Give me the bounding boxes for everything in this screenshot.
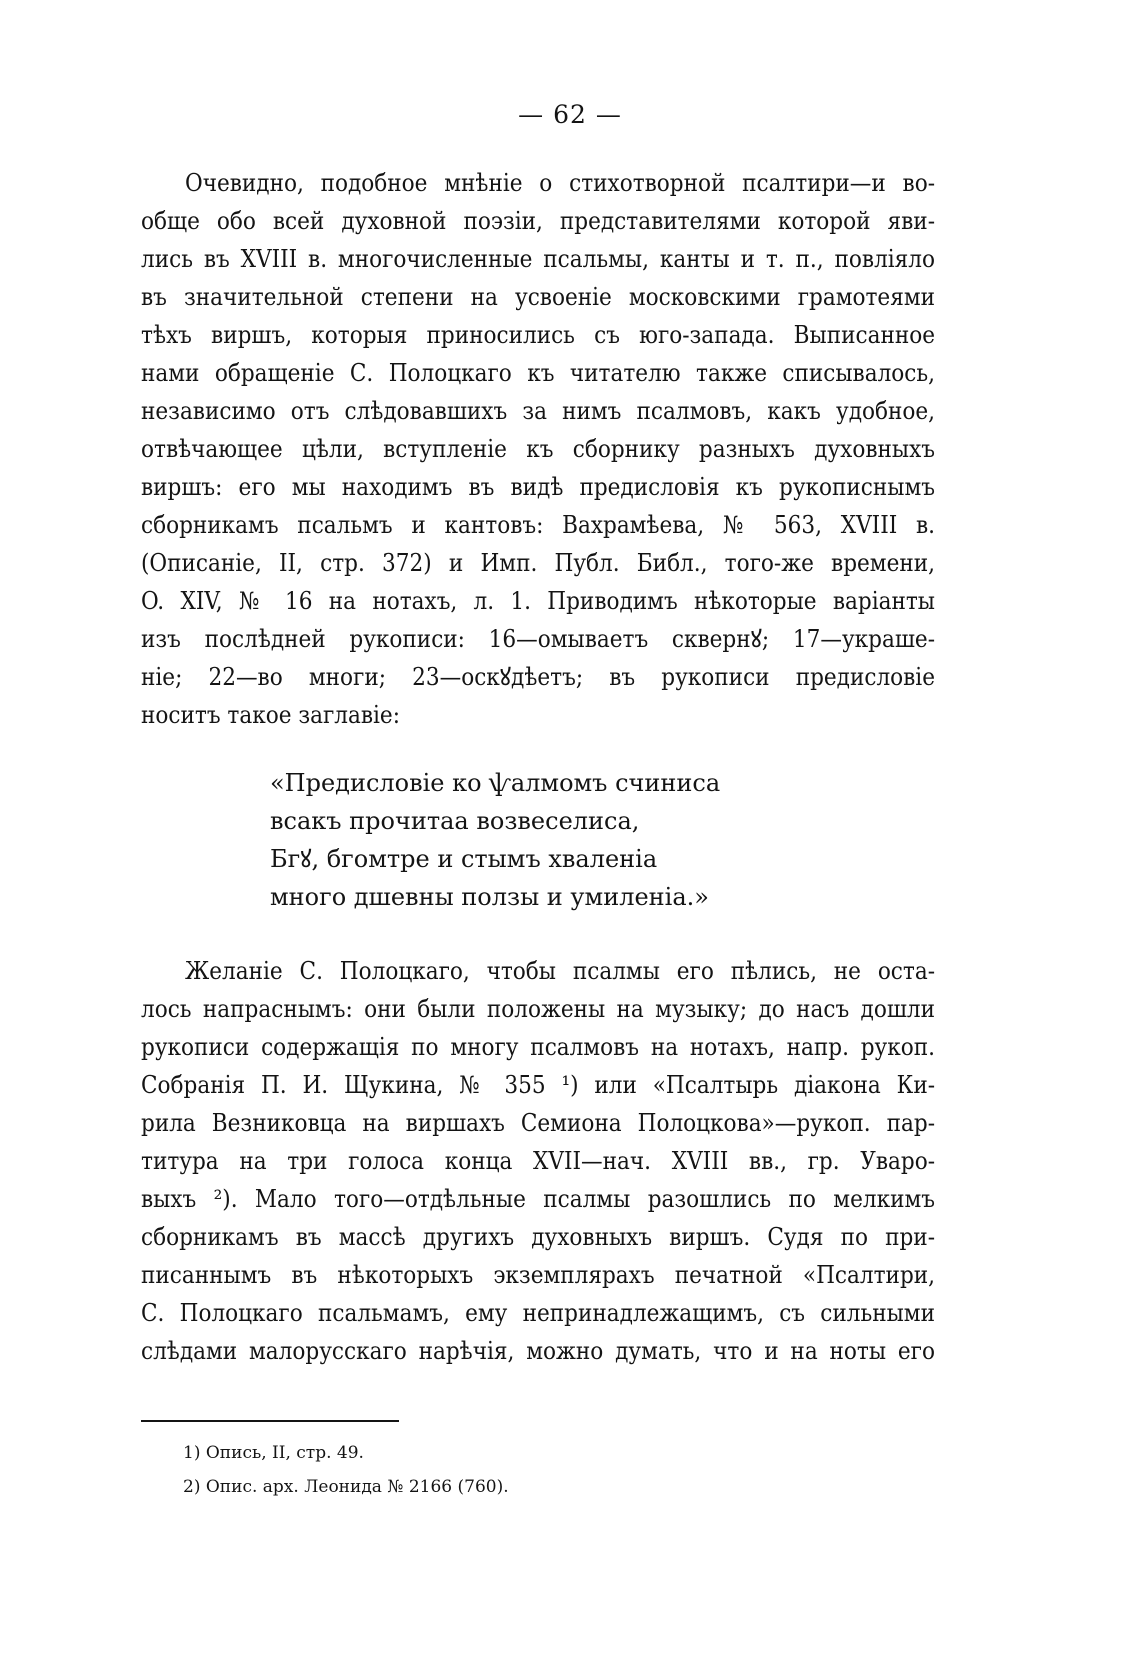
footnote-divider bbox=[141, 1420, 399, 1422]
verse-quotation bbox=[270, 764, 720, 916]
text-line: Желаніе С. Полоцкаго, чтобы псалмы его пѣлись, не оста- bbox=[185, 957, 935, 985]
text-line: титура на три голоса конца XVII—нач. XVIII вв., гр. Уваро- bbox=[141, 1147, 935, 1175]
text-line: рила Везниковца на виршахъ Семиона Полоцкова»—рукоп. пар- bbox=[141, 1109, 935, 1137]
text-line: С. Полоцкаго псальмамъ, ему непринадлежащимъ, съ сильными bbox=[141, 1299, 935, 1327]
text-line: сборникамъ псальмъ и кантовъ: Вахрамѣева, № 563, XVIII в. bbox=[141, 511, 935, 539]
paragraph-1 bbox=[141, 164, 935, 734]
page-number: — 62 — bbox=[518, 100, 622, 129]
paragraph-2 bbox=[141, 952, 935, 1370]
text-line: писаннымъ въ нѣкоторыхъ экземплярахъ печатной «Псалтири, bbox=[141, 1261, 935, 1289]
text-line: изъ послѣдней рукописи: 16—омываетъ сквернꙋ; 17—украше- bbox=[141, 625, 935, 653]
text-line: рукописи содержащія по многу псалмовъ на нотахъ, напр. рукоп. bbox=[141, 1033, 935, 1061]
verse-line: Бгꙋ, бгомтре и стымъ хваленіа bbox=[270, 845, 658, 873]
text-line: лись въ XVIII в. многочисленные псальмы, канты и т. п., повліяло bbox=[141, 245, 935, 273]
text-line: (Описаніе, II, стр. 372) и Имп. Публ. Библ., того-же времени, bbox=[141, 549, 935, 577]
text-line: выхъ ²). Мало того—отдѣльные псалмы разошлись по мелкимъ bbox=[141, 1185, 935, 1213]
text-line: виршъ: его мы находимъ въ видѣ предисловія къ рукописнымъ bbox=[141, 473, 935, 501]
text-line: отвѣчающее цѣли, вступленіе къ сборнику разныхъ духовныхъ bbox=[141, 435, 935, 463]
text-line: обще обо всей духовной поэзіи, представителями которой яви- bbox=[141, 207, 935, 235]
text-line: лось напраснымъ: они были положены на музыку; до насъ дошли bbox=[141, 995, 935, 1023]
footnote-1: 1) Опись, II, стр. 49. bbox=[183, 1443, 364, 1463]
paragraph-1-lines bbox=[141, 164, 935, 734]
text-line: независимо отъ слѣдовавшихъ за нимъ псалмовъ, какъ удобное, bbox=[141, 397, 935, 425]
text-line: въ значительной степени на усвоеніе московскими грамотеями bbox=[141, 283, 935, 311]
text-line: ніе; 22—во многи; 23—оскꙋдѣетъ; въ рукописи предисловіе bbox=[141, 663, 935, 691]
paragraph-2-lines bbox=[141, 952, 935, 1370]
text-line: носитъ такое заглавіе: bbox=[141, 701, 400, 729]
verse-line: «Предисловіе ко ѱалмомъ счиниса bbox=[270, 769, 721, 797]
verse-line: много дшевны ползы и умиленіа.» bbox=[270, 883, 709, 911]
text-line: слѣдами малорусскаго нарѣчія, можно думать, что и на ноты его bbox=[141, 1337, 935, 1365]
footnote-2: 2) Опис. арх. Леонида № 2166 (760). bbox=[183, 1477, 509, 1497]
text-line: Очевидно, подобное мнѣніе о стихотворной псалтири—и во- bbox=[185, 169, 935, 197]
footnotes bbox=[183, 1436, 509, 1504]
text-line: тѣхъ виршъ, которыя приносились съ юго-запада. Выписанное bbox=[141, 321, 935, 349]
text-line: нами обращеніе С. Полоцкаго къ читателю также списывалось, bbox=[141, 359, 935, 387]
verse-line: всакъ прочитаа возвеселиса, bbox=[270, 807, 640, 835]
text-line: сборникамъ въ массѣ другихъ духовныхъ виршъ. Судя по при- bbox=[141, 1223, 935, 1251]
text-line: Собранія П. И. Щукина, № 355 ¹) или «Псалтырь діакона Ки- bbox=[141, 1071, 935, 1099]
text-line: O. XIV, № 16 на нотахъ, л. 1. Приводимъ нѣкоторые варіанты bbox=[141, 587, 935, 615]
